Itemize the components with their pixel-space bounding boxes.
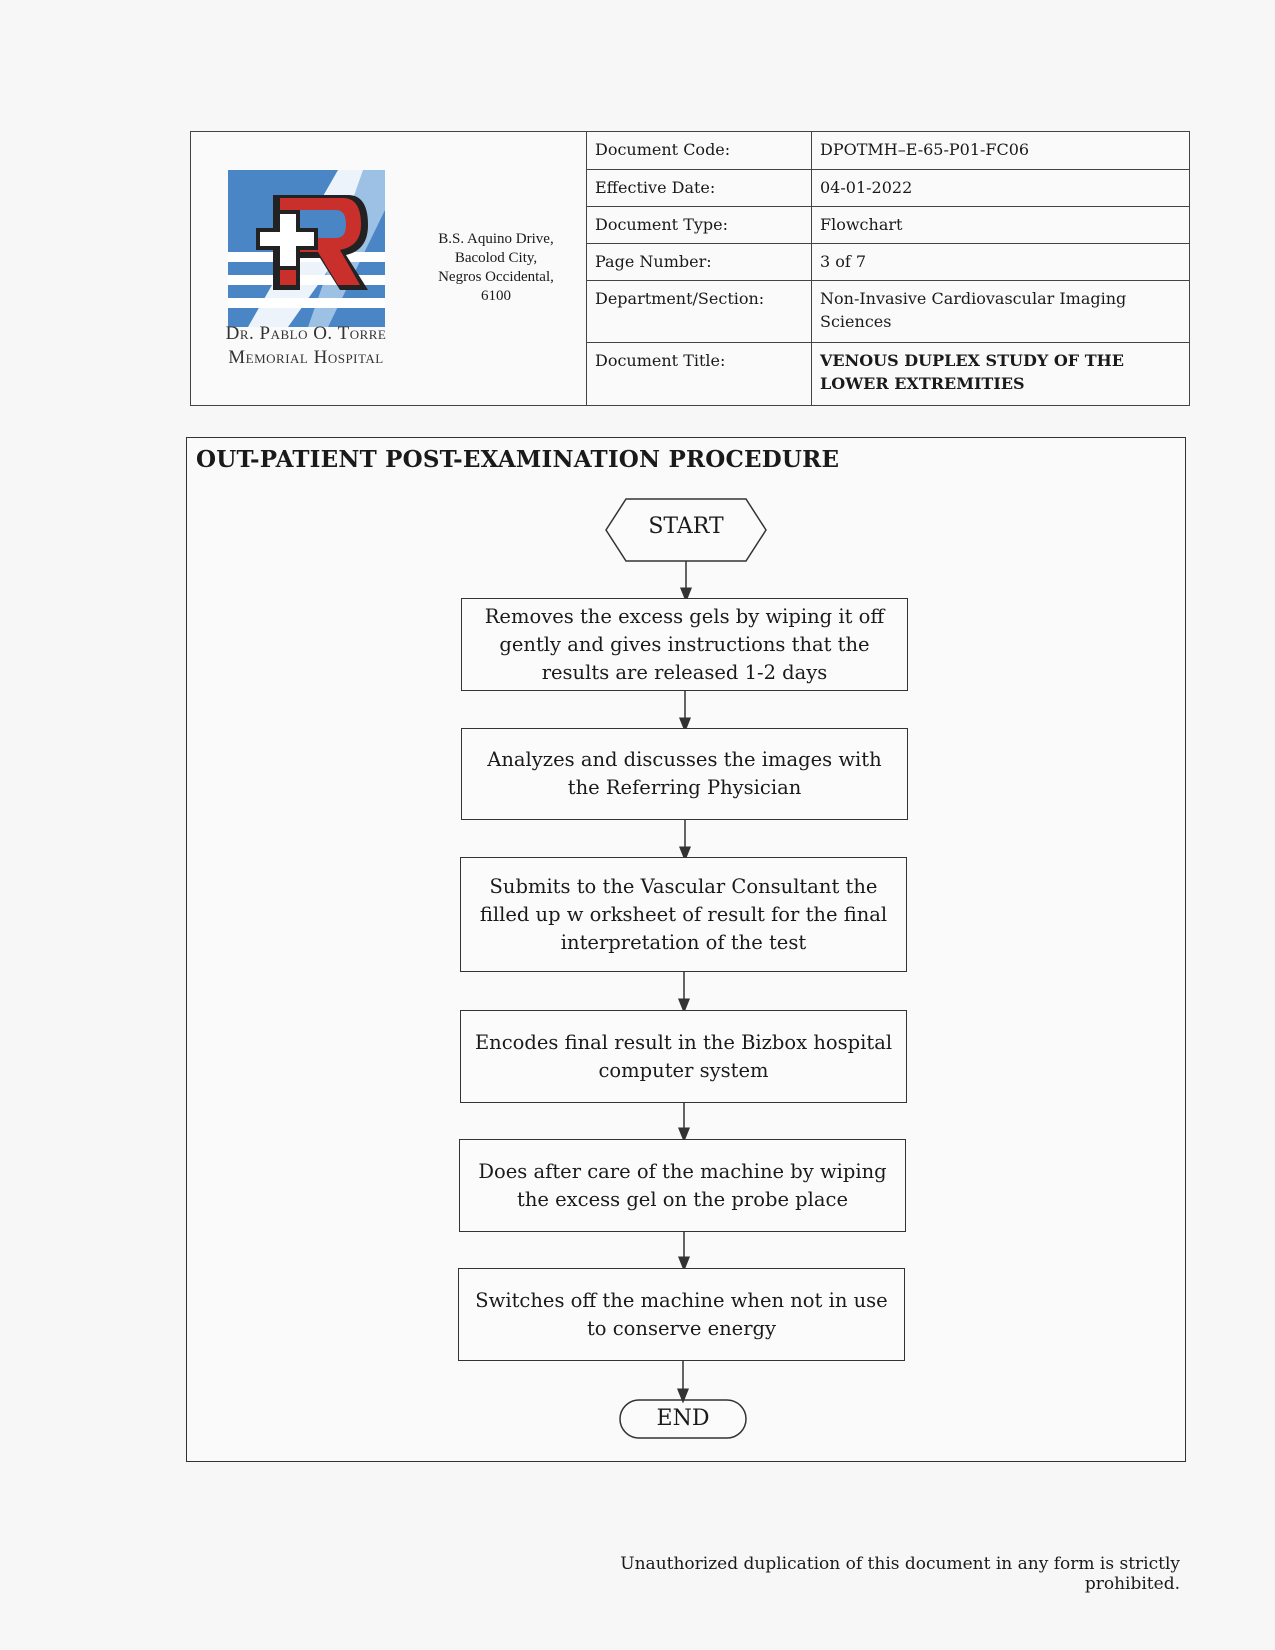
document-type-label: Document Type:	[587, 206, 812, 243]
hospital-name-line1: Dr. Pablo O. Torre	[225, 323, 387, 344]
effective-date-label: Effective Date:	[587, 169, 812, 206]
address-line: Negros Occidental,	[438, 269, 554, 285]
flowchart-step: Does after care of the machine by wiping the excess gel on the probe place	[459, 1139, 906, 1232]
start-label: START	[648, 514, 724, 539]
flowchart-step: Switches off the machine when not in use to conserve energy	[458, 1268, 905, 1361]
department-label: Department/Section:	[587, 280, 812, 342]
flowchart-step: Removes the excess gels by wiping it off gently and gives instructions that the results are released 1-2 days	[461, 598, 908, 691]
document-title-label: Document Title:	[587, 342, 812, 405]
address-line: 6100	[481, 288, 511, 304]
hospital-name-line2: Memorial Hospital	[228, 347, 384, 368]
flowchart-heading: OUT-PATIENT POST-EXAMINATION PROCEDURE	[196, 446, 840, 473]
page-number-label: Page Number:	[587, 243, 812, 280]
address-line: Bacolod City,	[454, 250, 538, 266]
department-value: Non-Invasive Cardiovascular Imaging Sciences	[812, 280, 1190, 342]
effective-date-value: 04-01-2022	[812, 169, 1190, 206]
document-code-label: Document Code:	[587, 132, 812, 169]
address-line: B.S. Aquino Drive,	[438, 231, 554, 247]
document-code-value: DPOTMH–E-65-P01-FC06	[812, 132, 1190, 169]
footer-notice: Unauthorized duplication of this document in any form is strictly prohibited.	[620, 1554, 1180, 1594]
end-label: END	[656, 1406, 710, 1431]
page-number-value: 3 of 7	[812, 243, 1190, 280]
document-title-value: VENOUS DUPLEX STUDY OF THE LOWER EXTREMITIES	[820, 350, 1124, 393]
flowchart-step: Submits to the Vascular Consultant the filled up w orksheet of result for the final interpretation of the test	[460, 857, 907, 972]
document-type-value: Flowchart	[812, 206, 1190, 243]
flowchart-step: Encodes final result in the Bizbox hospital computer system	[460, 1010, 907, 1103]
flowchart-step: Analyzes and discusses the images with the Referring Physician	[461, 728, 908, 820]
